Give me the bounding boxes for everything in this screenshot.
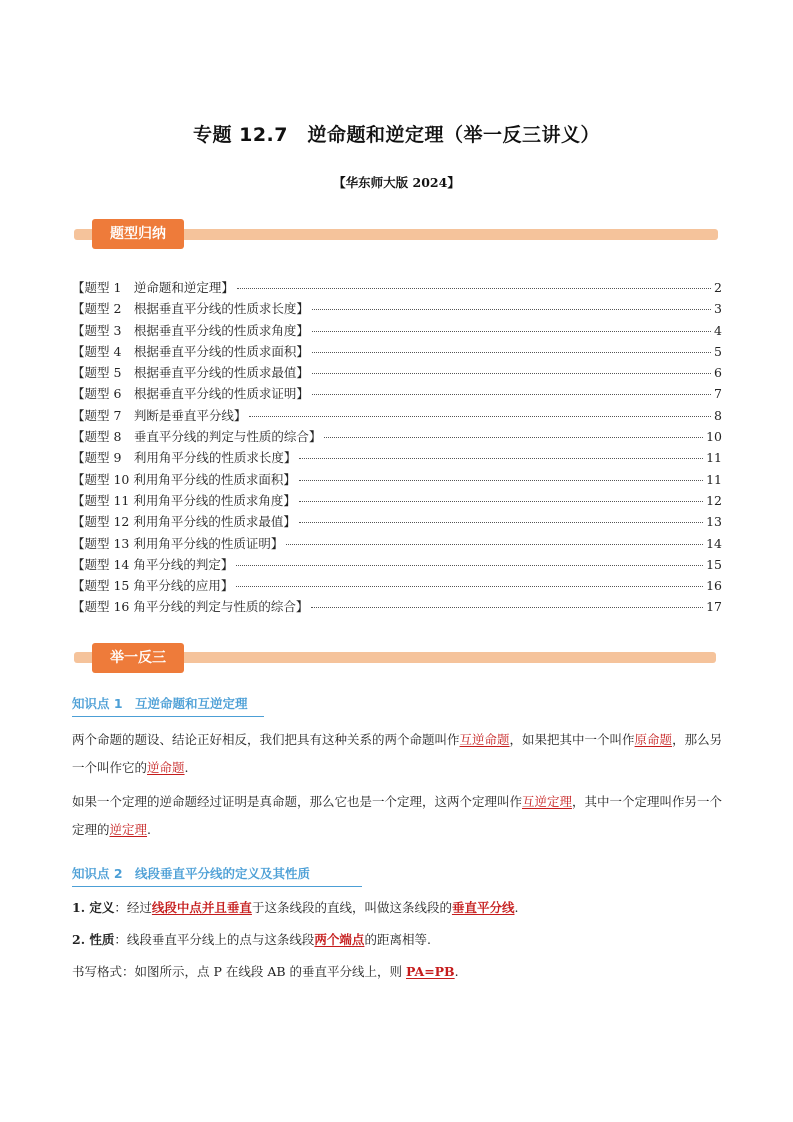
toc-leader-dots (311, 607, 703, 608)
toc-leader-dots (299, 480, 703, 481)
toc-entry[interactable] (72, 406, 722, 427)
toc-entry[interactable] (72, 384, 722, 405)
text: 的距离相等. (364, 932, 431, 947)
item-label: 2. 性质 (72, 932, 115, 947)
highlight-term: 线段中点并且垂直 (151, 900, 252, 915)
toc-leader-dots (324, 437, 703, 438)
toc-entry-page: 7 (714, 386, 722, 402)
toc-leader-dots (299, 458, 703, 459)
toc-leader-dots (236, 565, 703, 566)
toc-entry[interactable] (72, 576, 722, 597)
toc-entry-page: 11 (706, 471, 722, 487)
text: ，其中一个定理叫作另一个定理的 (72, 794, 723, 837)
toc-leader-dots (299, 501, 703, 502)
toc-leader-dots (236, 586, 703, 587)
knowledge-point-heading (72, 694, 248, 712)
toc-leader-dots (312, 352, 711, 353)
text: ：经过 (114, 900, 152, 915)
kp1-paragraph-1 (72, 726, 724, 782)
table-of-contents (72, 278, 722, 619)
kp2-heading-text: 知识点 2 线段垂直平分线的定义及其性质 (72, 866, 311, 881)
toc-entry[interactable] (72, 534, 722, 555)
toc-entry[interactable] (72, 342, 722, 363)
toc-entry-label: 【题型 14 角平分线的判定】 (72, 556, 234, 572)
toc-entry-page: 15 (706, 556, 722, 572)
text: ，那么另一个叫作它的 (72, 732, 723, 775)
toc-entry[interactable] (72, 597, 722, 618)
kp2-property (72, 926, 724, 954)
toc-entry-label: 【题型 3 根据垂直平分线的性质求角度】 (72, 322, 309, 338)
highlight-term: 互逆命题 (459, 732, 510, 747)
knowledge-point-heading (72, 864, 310, 882)
text: . (184, 760, 189, 775)
text: . (147, 822, 152, 837)
toc-entry-page: 16 (706, 578, 722, 594)
toc-leader-dots (312, 309, 711, 310)
section-tab-practice: 举一反三 (92, 643, 184, 673)
highlight-term: 原命题 (634, 732, 673, 747)
toc-entry-label: 【题型 16 角平分线的判定与性质的综合】 (72, 599, 309, 615)
highlight-term: 逆命题 (147, 760, 185, 775)
heading-underline (72, 716, 264, 717)
toc-entry[interactable] (72, 555, 722, 576)
toc-entry-page: 12 (706, 492, 722, 508)
toc-entry-label: 【题型 7 判断是垂直平分线】 (72, 407, 247, 423)
toc-entry-page: 4 (714, 322, 722, 338)
text: . (454, 964, 459, 979)
toc-entry-label: 【题型 9 利用角平分线的性质求长度】 (72, 450, 297, 466)
document-subtitle: 【华东师大版 2024】 (333, 175, 460, 190)
item-label: 1. 定义 (72, 900, 115, 915)
toc-entry-label: 【题型 12 利用角平分线的性质求最值】 (72, 514, 296, 530)
toc-leader-dots (312, 373, 711, 374)
kp2-definition (72, 894, 724, 922)
toc-entry-label: 【题型 13 利用角平分线的性质证明】 (72, 535, 284, 551)
toc-entry-page: 13 (706, 514, 722, 530)
toc-leader-dots (312, 331, 711, 332)
toc-entry-page: 5 (714, 343, 722, 359)
toc-entry[interactable] (72, 299, 722, 320)
toc-leader-dots (312, 394, 711, 395)
heading-underline (72, 886, 362, 887)
toc-entry-label: 【题型 1 逆命题和逆定理】 (72, 280, 234, 295)
highlight-term: 两个端点 (314, 932, 365, 947)
toc-entry-label: 【题型 10 利用角平分线的性质求面积】 (72, 471, 296, 487)
toc-entry[interactable] (72, 512, 722, 533)
toc-entry-page: 10 (706, 429, 722, 445)
toc-entry-label: 【题型 11 利用角平分线的性质求角度】 (72, 492, 296, 508)
kp1-heading-text: 知识点 1 互逆命题和互逆定理 (72, 696, 248, 711)
toc-entry-label: 【题型 4 根据垂直平分线的性质求面积】 (72, 343, 309, 359)
toc-entry-page: 2 (714, 280, 722, 295)
toc-entry-label: 【题型 8 垂直平分线的判定与性质的综合】 (72, 429, 322, 445)
toc-entry-page: 8 (714, 407, 722, 423)
toc-entry-label: 【题型 2 根据垂直平分线的性质求长度】 (72, 301, 309, 317)
highlight-term: PA=PB (406, 964, 455, 979)
toc-entry-label: 【题型 6 根据垂直平分线的性质求证明】 (72, 386, 309, 402)
text: ：线段垂直平分线上的点与这条线段 (114, 932, 315, 947)
toc-entry[interactable] (72, 448, 722, 469)
highlight-term: 垂直平分线 (451, 900, 515, 915)
toc-entry-page: 14 (706, 535, 722, 551)
toc-entry-label: 【题型 15 角平分线的应用】 (72, 578, 234, 594)
document-title: 专题 12.7 逆命题和逆定理（举一反三讲义） (193, 124, 600, 146)
toc-leader-dots (286, 544, 703, 545)
text: 两个命题的题设、结论正好相反，我们把具有这种关系的两个命题叫作 (72, 732, 460, 747)
text: 如果一个定理的逆命题经过证明是真命题，那么它也是一个定理，这两个定理叫作 (72, 794, 523, 809)
toc-entry[interactable] (72, 427, 722, 448)
section-tab-summary: 题型归纳 (92, 219, 184, 249)
toc-entry[interactable] (72, 470, 722, 491)
text: 书写格式：如图所示，点 P 在线段 AB 的垂直平分线上，则 (72, 964, 406, 979)
toc-entry[interactable] (72, 278, 722, 299)
kp1-paragraph-2 (72, 788, 724, 844)
toc-entry[interactable] (72, 363, 722, 384)
toc-entry-label: 【题型 5 根据垂直平分线的性质求最值】 (72, 365, 309, 381)
toc-leader-dots (237, 288, 711, 289)
toc-entry-page: 17 (706, 599, 722, 615)
toc-leader-dots (299, 522, 703, 523)
kp2-writing-format (72, 958, 724, 986)
text: . (514, 900, 519, 915)
highlight-term: 逆定理 (109, 822, 148, 837)
text: ，如果把其中一个叫作 (509, 732, 635, 747)
toc-entry-page: 6 (714, 365, 722, 381)
toc-leader-dots (249, 416, 711, 417)
highlight-term: 互逆定理 (522, 794, 573, 809)
toc-entry[interactable] (72, 491, 722, 512)
toc-entry[interactable] (72, 321, 722, 342)
toc-entry-page: 3 (714, 301, 722, 317)
text: 于这条线段的直线，叫做这条线段的 (251, 900, 452, 915)
toc-entry-page: 11 (706, 450, 722, 466)
